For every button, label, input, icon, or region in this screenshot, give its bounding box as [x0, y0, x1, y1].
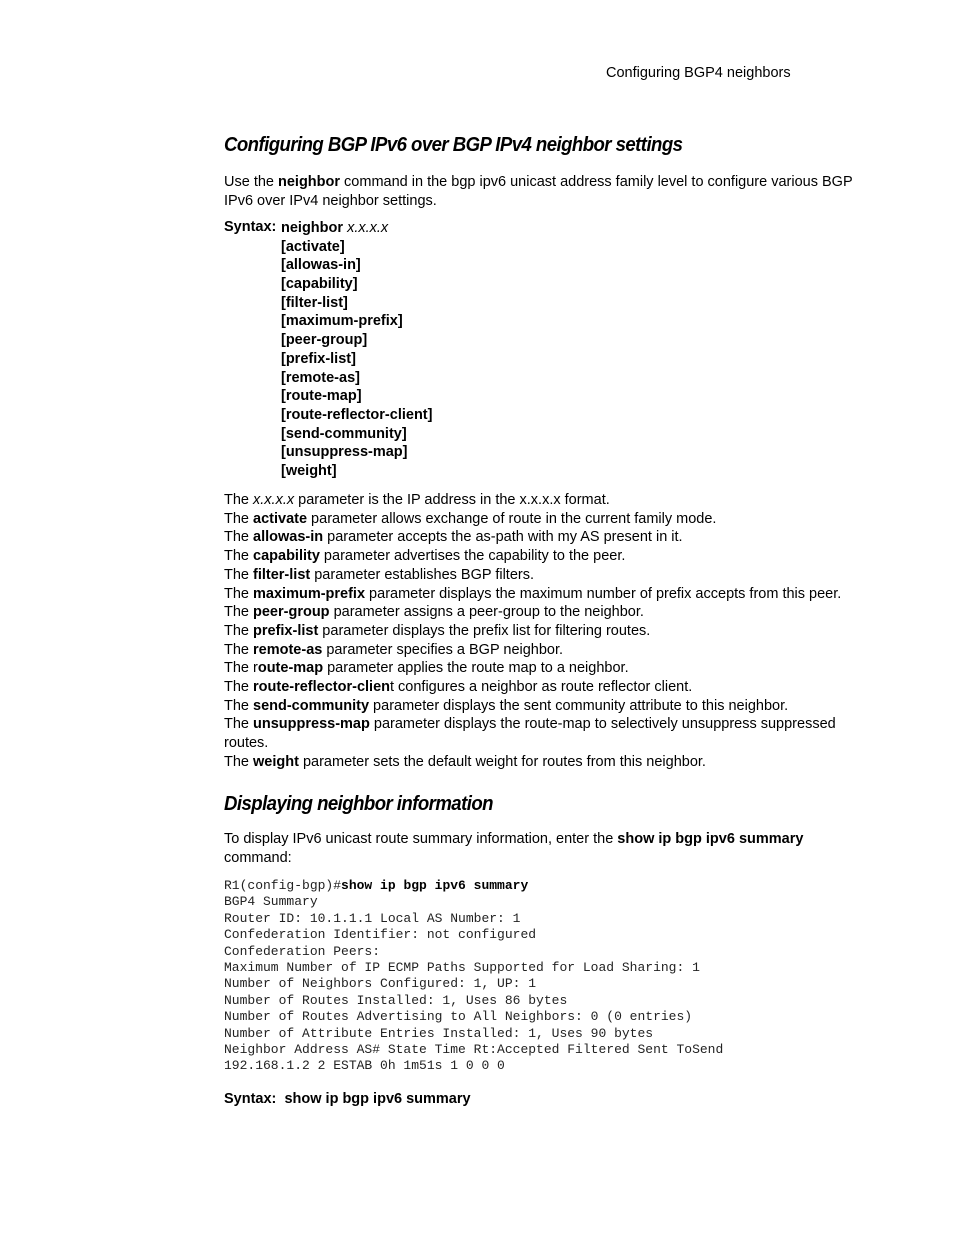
cli-output-line: Neighbor Address AS# State Time Rt:Accepted Filtered Sent ToSend — [224, 1042, 724, 1058]
section2-intro — [224, 830, 864, 867]
cli-output-line: Confederation Identifier: not configured — [224, 927, 537, 943]
parameter-description — [224, 566, 864, 585]
description-text: parameter displays the sent community attribute to this neighbor. — [369, 697, 789, 714]
parameter-description — [224, 622, 864, 641]
intro-text-rest: command: — [224, 849, 292, 866]
cli-output-line: Confederation Peers: — [224, 943, 381, 959]
syntax-option: [capability] — [281, 276, 358, 293]
syntax-option: [peer-group] — [281, 332, 368, 349]
description-text: parameter sets the default weight for routes from this neighbor. — [298, 753, 706, 770]
description-text: parameter displays the maximum number of prefix accepts from this peer. — [365, 585, 842, 602]
cli-output-line: Router ID: 10.1.1.1 Local AS Number: 1 — [224, 910, 521, 926]
description-prefix: The — [224, 492, 254, 508]
cli-output-line: Number of Routes Installed: 1, Uses 86 bytes — [224, 992, 568, 1008]
syntax-option: [filter-list] — [281, 294, 348, 311]
description-prefix: The — [224, 604, 254, 621]
syntax-option: [allowas-in] — [281, 257, 361, 274]
parameter-description — [224, 547, 864, 566]
parameter-term: allowas-in — [253, 529, 324, 546]
syntax-option: [route-map] — [281, 388, 362, 405]
parameter-term: weight — [253, 753, 299, 770]
description-text: parameter displays the prefix list for filtering routes. — [318, 622, 651, 639]
parameter-description — [224, 528, 864, 547]
cli-output — [224, 878, 723, 1075]
parameter-term: peer-group — [253, 604, 330, 621]
syntax-option: [prefix-list] — [281, 350, 356, 367]
parameter-term: activate — [253, 510, 308, 527]
intro-command: show ip bgp ipv6 summary — [617, 831, 804, 847]
parameter-term: route-reflector-clien — [253, 679, 390, 696]
description-text: parameter is the IP address in the x.x.x.x format. — [294, 492, 610, 508]
syntax-option: [route-reflector-client] — [281, 406, 433, 423]
syntax-option: [send-community] — [281, 425, 407, 442]
intro-command: neighbor — [278, 174, 341, 190]
parameter-description — [224, 697, 864, 716]
parameter-term: prefix-list — [253, 622, 319, 639]
syntax-command-line — [281, 219, 432, 238]
intro-text: To display IPv6 unicast route summary information, enter the — [224, 831, 618, 847]
syntax-option: [activate] — [281, 238, 345, 255]
syntax-label-2: Syntax: — [224, 1091, 277, 1107]
syntax-argument: x.x.x.x — [347, 220, 389, 236]
description-text: parameter specifies a BGP neighbor. — [322, 641, 564, 658]
description-text: parameter displays the route-map to selectively unsuppress suppressed routes. — [224, 716, 836, 752]
parameter-term: x.x.x.x — [253, 492, 295, 508]
parameter-term: filter-list — [253, 566, 311, 583]
description-prefix: The — [224, 585, 254, 602]
syntax-command-2: show ip bgp ipv6 summary — [284, 1091, 471, 1107]
description-prefix: The — [224, 697, 254, 714]
cli-output-line: Number of Attribute Entries Installed: 1, Uses 90 bytes — [224, 1025, 654, 1041]
parameter-description — [224, 641, 864, 660]
parameter-description — [224, 491, 864, 510]
cli-output-line: 192.168.1.2 2 ESTAB 0h 1m51s 1 0 0 0 — [224, 1058, 505, 1074]
description-text: parameter applies the route map to a neighbor. — [323, 660, 629, 677]
description-prefix: The — [224, 716, 254, 733]
description-prefix: The — [224, 510, 254, 527]
description-prefix: The — [224, 622, 254, 639]
description-text: parameter assigns a peer-group to the neighbor. — [329, 604, 644, 621]
syntax-command: neighbor — [281, 220, 344, 236]
description-text: parameter allows exchange of route in the current family mode. — [307, 510, 717, 527]
intro-text: Use the — [224, 174, 278, 190]
description-text: parameter accepts the as-path with my AS present in it. — [323, 529, 683, 546]
parameter-term: remote-as — [253, 641, 323, 658]
description-prefix: The — [224, 529, 254, 546]
parameter-term: oute-map — [257, 660, 324, 677]
cli-prompt: R1(config-bgp)# — [224, 878, 342, 893]
parameter-descriptions — [224, 491, 864, 772]
cli-output-line: Number of Routes Advertising to All Neighbors: 0 (0 entries) — [224, 1009, 693, 1025]
cli-output-line: Maximum Number of IP ECMP Paths Supported for Load Sharing: 1 — [224, 960, 700, 976]
parameter-description — [224, 603, 864, 622]
cli-output-line: Number of Neighbors Configured: 1, UP: 1 — [224, 976, 537, 992]
description-prefix: The — [224, 548, 254, 565]
description-prefix: The — [224, 679, 254, 696]
section-title-display-neighbor: Displaying neighbor information — [224, 793, 493, 815]
syntax-option: [weight] — [281, 462, 337, 479]
syntax-option: [maximum-prefix] — [281, 313, 403, 330]
parameter-description — [224, 510, 864, 529]
description-prefix: The r — [224, 660, 258, 677]
parameter-description — [224, 753, 864, 772]
parameter-description — [224, 585, 864, 604]
cli-output-line: BGP4 Summary — [224, 894, 318, 910]
syntax-label: Syntax: — [224, 219, 277, 235]
description-text: parameter establishes BGP filters. — [310, 566, 534, 583]
section-title-neighbor-settings: Configuring BGP IPv6 over BGP IPv4 neighbor settings — [224, 134, 683, 156]
description-text: parameter advertises the capability to the peer. — [319, 548, 626, 565]
section1-intro — [224, 173, 864, 210]
parameter-term: capability — [253, 548, 320, 565]
intro-text-rest: command in the bgp ipv6 unicast address family level to configure various BGP IPv6 over IPv4 neighbor settings. — [224, 174, 853, 209]
parameter-description — [224, 678, 864, 697]
description-prefix: The — [224, 641, 254, 658]
description-prefix: The — [224, 753, 254, 770]
syntax-block — [281, 219, 433, 479]
parameter-term: maximum-prefix — [253, 585, 366, 602]
parameter-description — [224, 659, 864, 678]
syntax-option: [remote-as] — [281, 369, 360, 386]
syntax-option: [unsuppress-map] — [281, 444, 408, 461]
syntax-line-2 — [224, 1091, 471, 1107]
parameter-term: unsuppress-map — [253, 716, 370, 733]
parameter-description — [224, 715, 864, 752]
description-prefix: The — [224, 566, 254, 583]
parameter-term: send-community — [253, 697, 370, 714]
cli-command: show ip bgp ipv6 summary — [341, 878, 529, 893]
running-header: Configuring BGP4 neighbors — [606, 65, 791, 81]
description-text: t configures a neighbor as route reflector client. — [390, 679, 693, 696]
